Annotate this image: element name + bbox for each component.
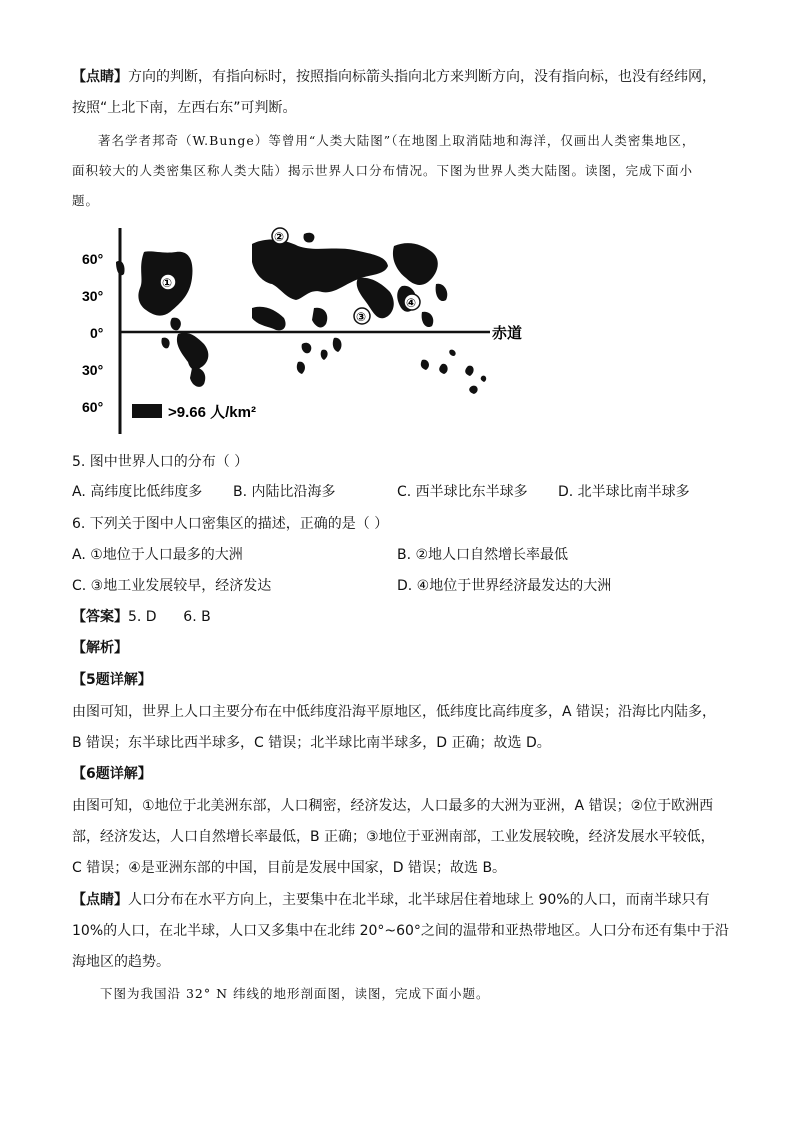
population-dense-areas — [116, 233, 486, 394]
d5-line2: B 错误；东半球比西半球多，C 错误；北半球比南半球多，D 正确；故选 D。 — [72, 735, 551, 751]
tip1-line2: 按照“上北下南，左西右东”可判断。 — [72, 100, 297, 116]
next-intro: 下图为我国沿 32° N 纬线的地形剖面图，读图，完成下面小题。 — [100, 986, 490, 1001]
analysis-tag: 【解析】 — [72, 640, 128, 656]
answer-tag: 【答案】 — [72, 609, 128, 625]
answer-text: 5. D 6. B — [128, 609, 211, 625]
q5-option-c: C. 西半球比东半球多 — [397, 484, 528, 500]
q6-option-a: A. ①地位于人口最多的大洲 — [72, 547, 243, 563]
tip2-line3: 海地区的趋势。 — [72, 954, 170, 970]
lat-label-60s: 60° — [82, 399, 104, 415]
intro-line2: 面积较大的人类密集区称人类大陆）揭示世界人口分布情况。下图为世界人类大陆图。读图，完成下面小 — [72, 163, 694, 178]
lat-label-30s: 30° — [82, 362, 104, 378]
d6-line1: 由图可知，①地位于北美洲东部，人口稠密，经济发达，人口最多的大洲为亚洲，A 错误；②位于欧洲西 — [72, 798, 714, 814]
answer-line — [72, 607, 722, 627]
legend-label: >9.66 人/km² — [168, 404, 256, 421]
q5-stem: 5. 图中世界人口的分布（ ） — [72, 454, 249, 470]
intro-line3: 题。 — [72, 193, 100, 208]
tip2-line2: 10%的人口，在北半球，人口又多集中在北纬 20°~60°之间的温带和亚热带地区。人口分布还有集中于沿 — [72, 923, 729, 939]
lat-label-0: 0° — [90, 325, 104, 341]
intro-line1: 著名学者邦奇（W.Bunge）等曾用“人类大陆图”（在地图上取消陆地和海洋，仅画出人类密集地区， — [98, 133, 696, 148]
human-continents-map — [72, 222, 523, 444]
tip1-line1: 【点睛】方向的判断，有指向标时，按照指向标箭头指向北方来判断方向，没有指向标，也没有经纬网， — [72, 69, 716, 85]
q5-option-b: B. 内陆比沿海多 — [233, 484, 336, 500]
d5-tag: 【5题详解】 — [72, 672, 152, 688]
equator-label: 赤道 — [492, 324, 523, 342]
q6-option-c: C. ③地工业发展较早，经济发达 — [72, 578, 272, 594]
marker-2: ② — [274, 230, 285, 244]
q5-option-d: D. 北半球比南半球多 — [558, 484, 690, 500]
tip1-tag: 【点睛】 — [72, 69, 128, 85]
d5-line1: 由图可知，世界上人口主要分布在中低纬度沿海平原地区，低纬度比高纬度多，A 错误；沿海比内陆多， — [72, 704, 717, 720]
q6-option-b: B. ②地人口自然增长率最低 — [397, 547, 569, 563]
marker-3: ③ — [356, 310, 367, 324]
legend-swatch — [132, 404, 162, 418]
d6-line2: 部，经济发达，人口自然增长率最低，B 正确；③地位于亚洲南部，工业发展较晚，经济发展水平较低， — [72, 829, 715, 845]
lat-label-30n: 30° — [82, 288, 104, 304]
tip2-tag: 【点睛】 — [72, 892, 128, 908]
lat-label-60n: 60° — [82, 251, 104, 267]
tip2-line1: 【点睛】人口分布在水平方向上，主要集中在北半球，北半球居住着地球上 90%的人口，而南半球只有 — [72, 892, 710, 908]
q6-stem: 6. 下列关于图中人口密集区的描述，正确的是（ ） — [72, 516, 389, 532]
marker-1: ① — [162, 276, 173, 290]
marker-4: ④ — [406, 296, 417, 310]
q5-option-a: A. 高纬度比低纬度多 — [72, 484, 203, 500]
d6-tag: 【6题详解】 — [72, 766, 152, 782]
q6-option-d: D. ④地位于世界经济最发达的大洲 — [397, 578, 612, 594]
d6-line3: C 错误；④是亚洲东部的中国，目前是发展中国家，D 错误；故选 B。 — [72, 860, 507, 876]
